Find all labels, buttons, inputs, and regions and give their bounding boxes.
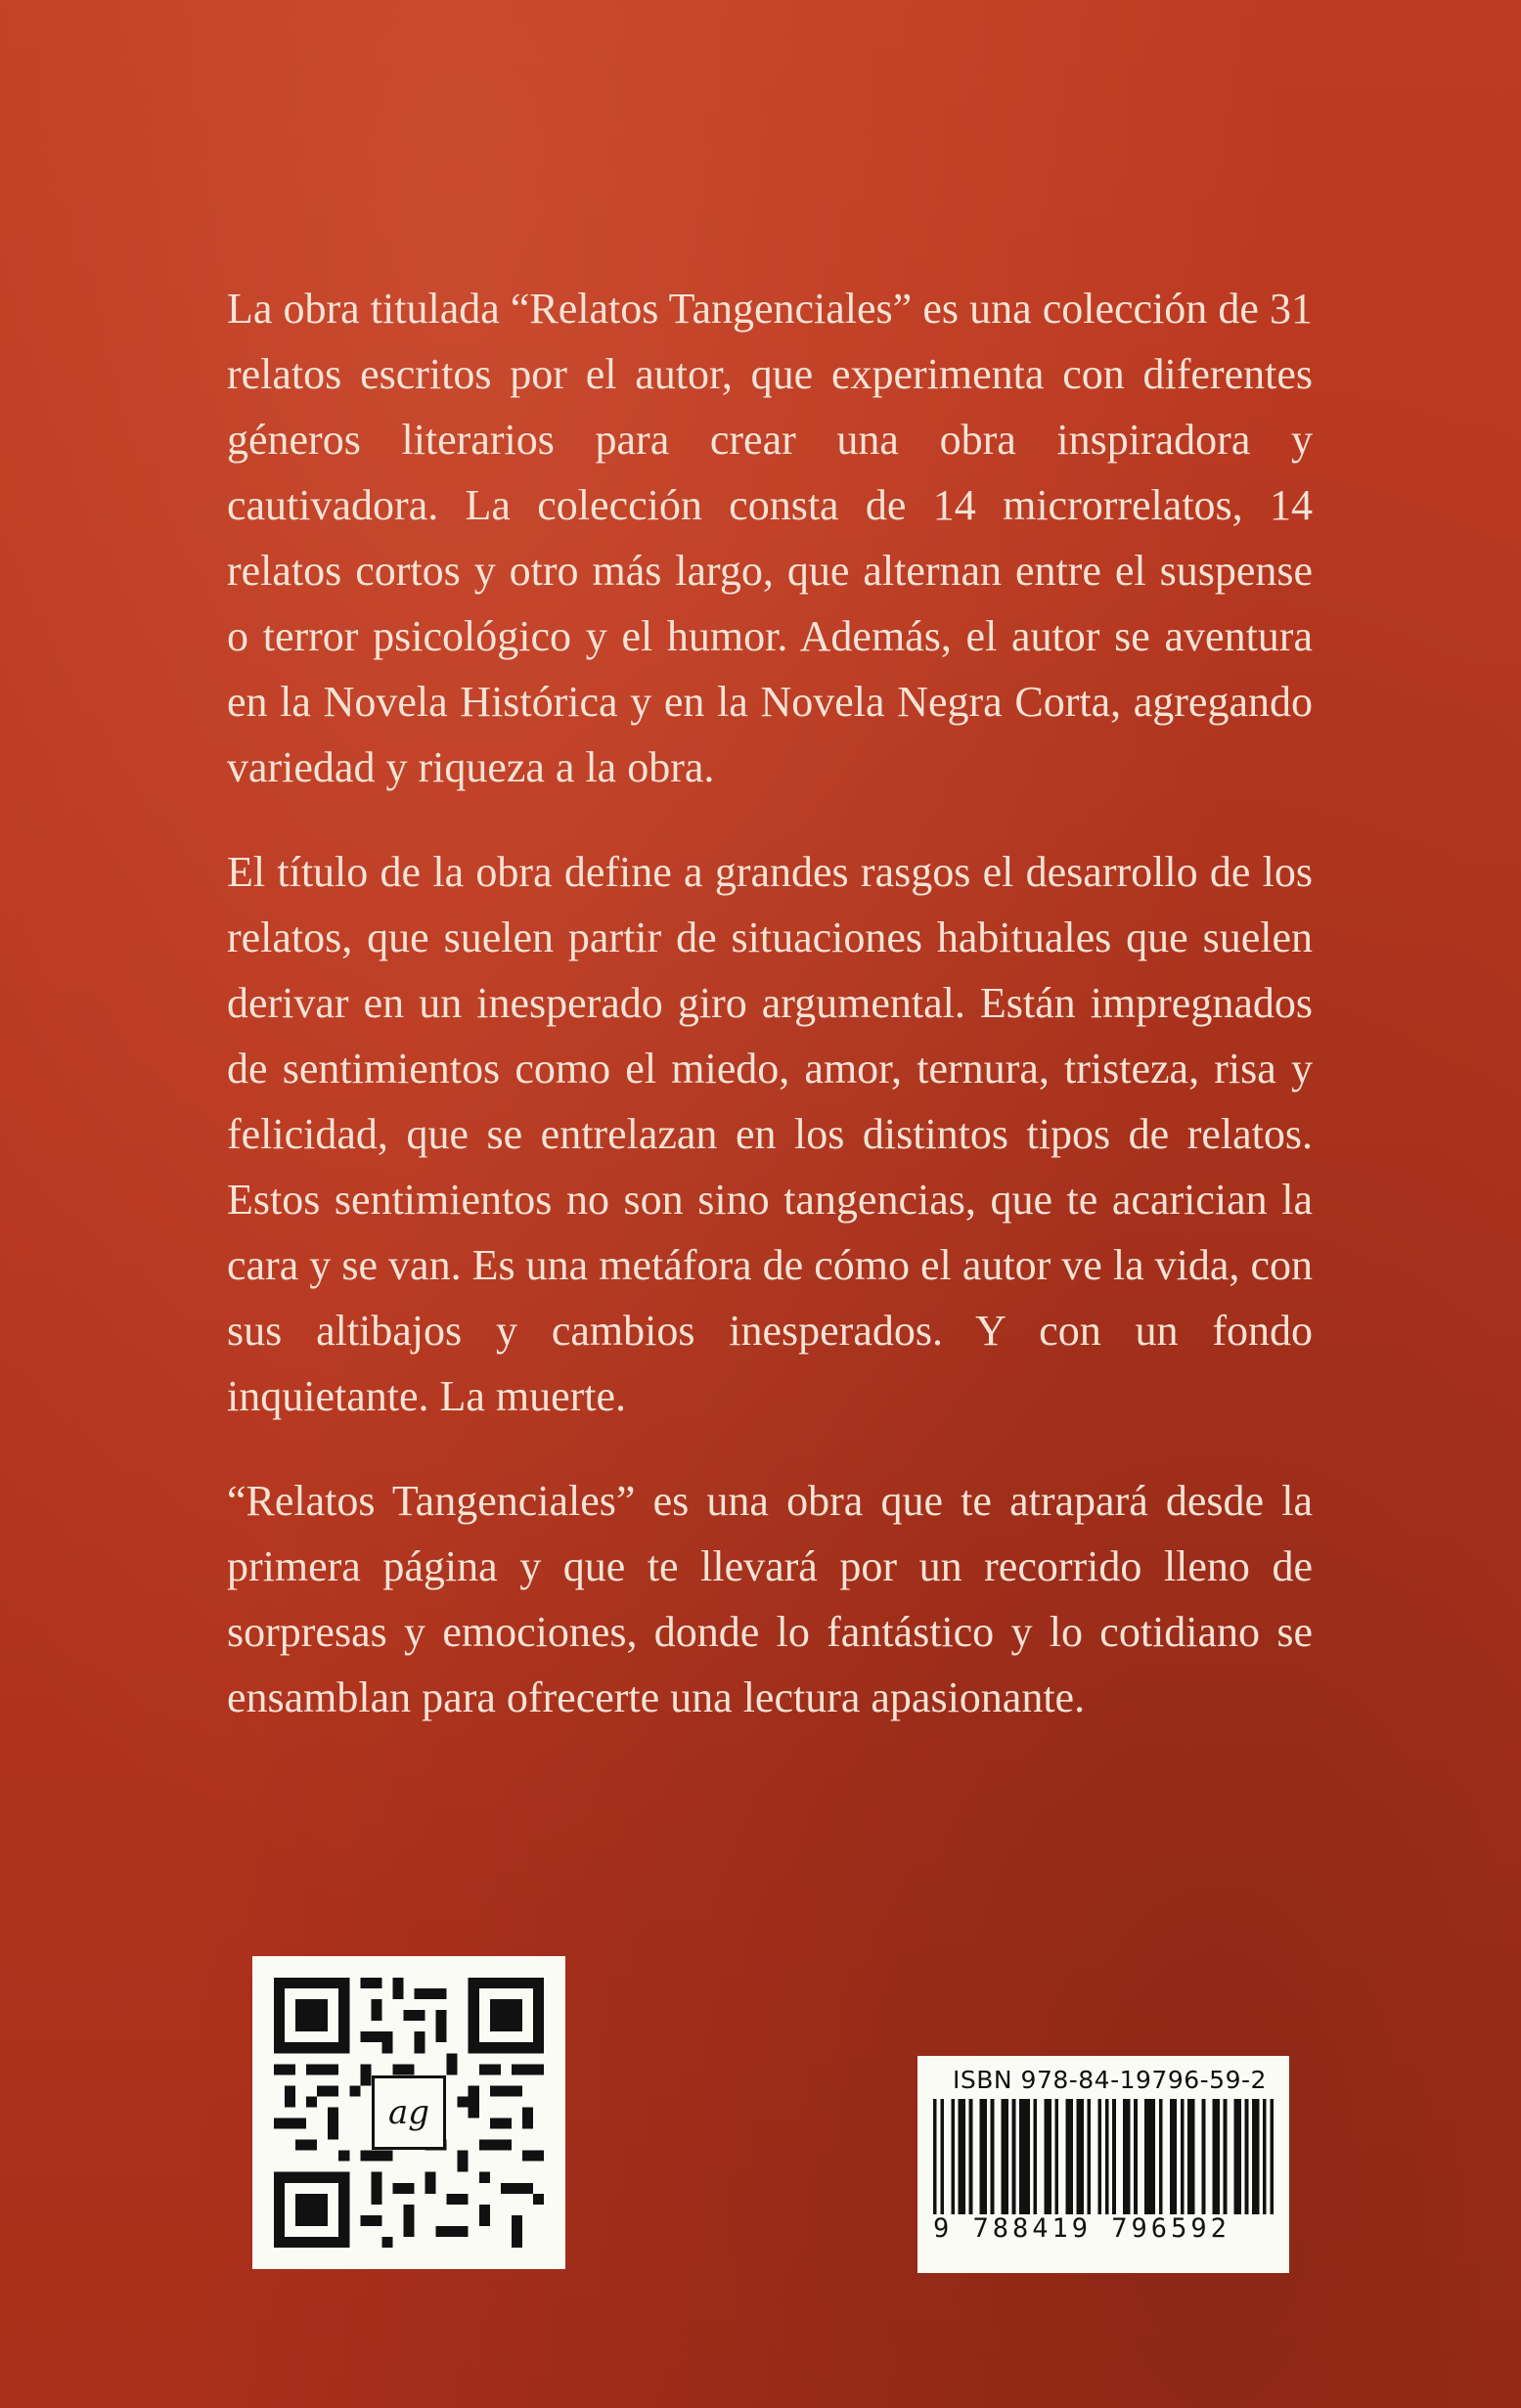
blurb-paragraph-3: “Relatos Tangenciales” es una obra que te atrapará desde la primera página y que te llevará por un recorrido lleno de sorpresas y emociones, donde lo fantástico y lo cotidiano se ensamblan para ofrecerte una lectura apasionante. [227, 1477, 1313, 1721]
blurb-paragraph-2: El título de la obra define a grandes rasgos el desarrollo de los relatos, que suelen partir de situaciones habituales que suelen derivar en un inesperado giro argumental. Están impregnados de sentimientos como el miedo, amor, ternura, tristeza, risa y felicidad, que se entrelazan en los distintos tipos de relatos. Estos sentimientos no son sino tangencias, que te acarician la cara y se van. Es una metáfora de cómo el autor ve la vida, con sus altibajos y cambios inesperados. Y con un fondo inquietante. La muerte. [227, 848, 1313, 1420]
isbn-label: ISBN 978-84-19796-59-2 [953, 2066, 1267, 2094]
barcode-digits: 9 788419 796592 [933, 2214, 1274, 2244]
blurb-text [227, 276, 1313, 1769]
qr-code [252, 1956, 565, 2269]
publisher-logo: ag [372, 2075, 446, 2150]
blurb-paragraph-1: La obra titulada “Relatos Tangenciales” es una colección de 31 relatos escritos por el autor, que experimenta con diferentes géneros literarios para crear una obra inspiradora y cautivadora. La colección consta de 14 microrrelatos, 14 relatos cortos y otro más largo, que alternan entre el suspense o terror psicológico y el humor. Además, el autor se aventura en la Novela Histórica y en la Novela Negra Corta, agregando variedad y riqueza a la obra. [227, 285, 1313, 791]
barcode-icon [933, 2099, 1274, 2228]
isbn-barcode [917, 2056, 1289, 2273]
